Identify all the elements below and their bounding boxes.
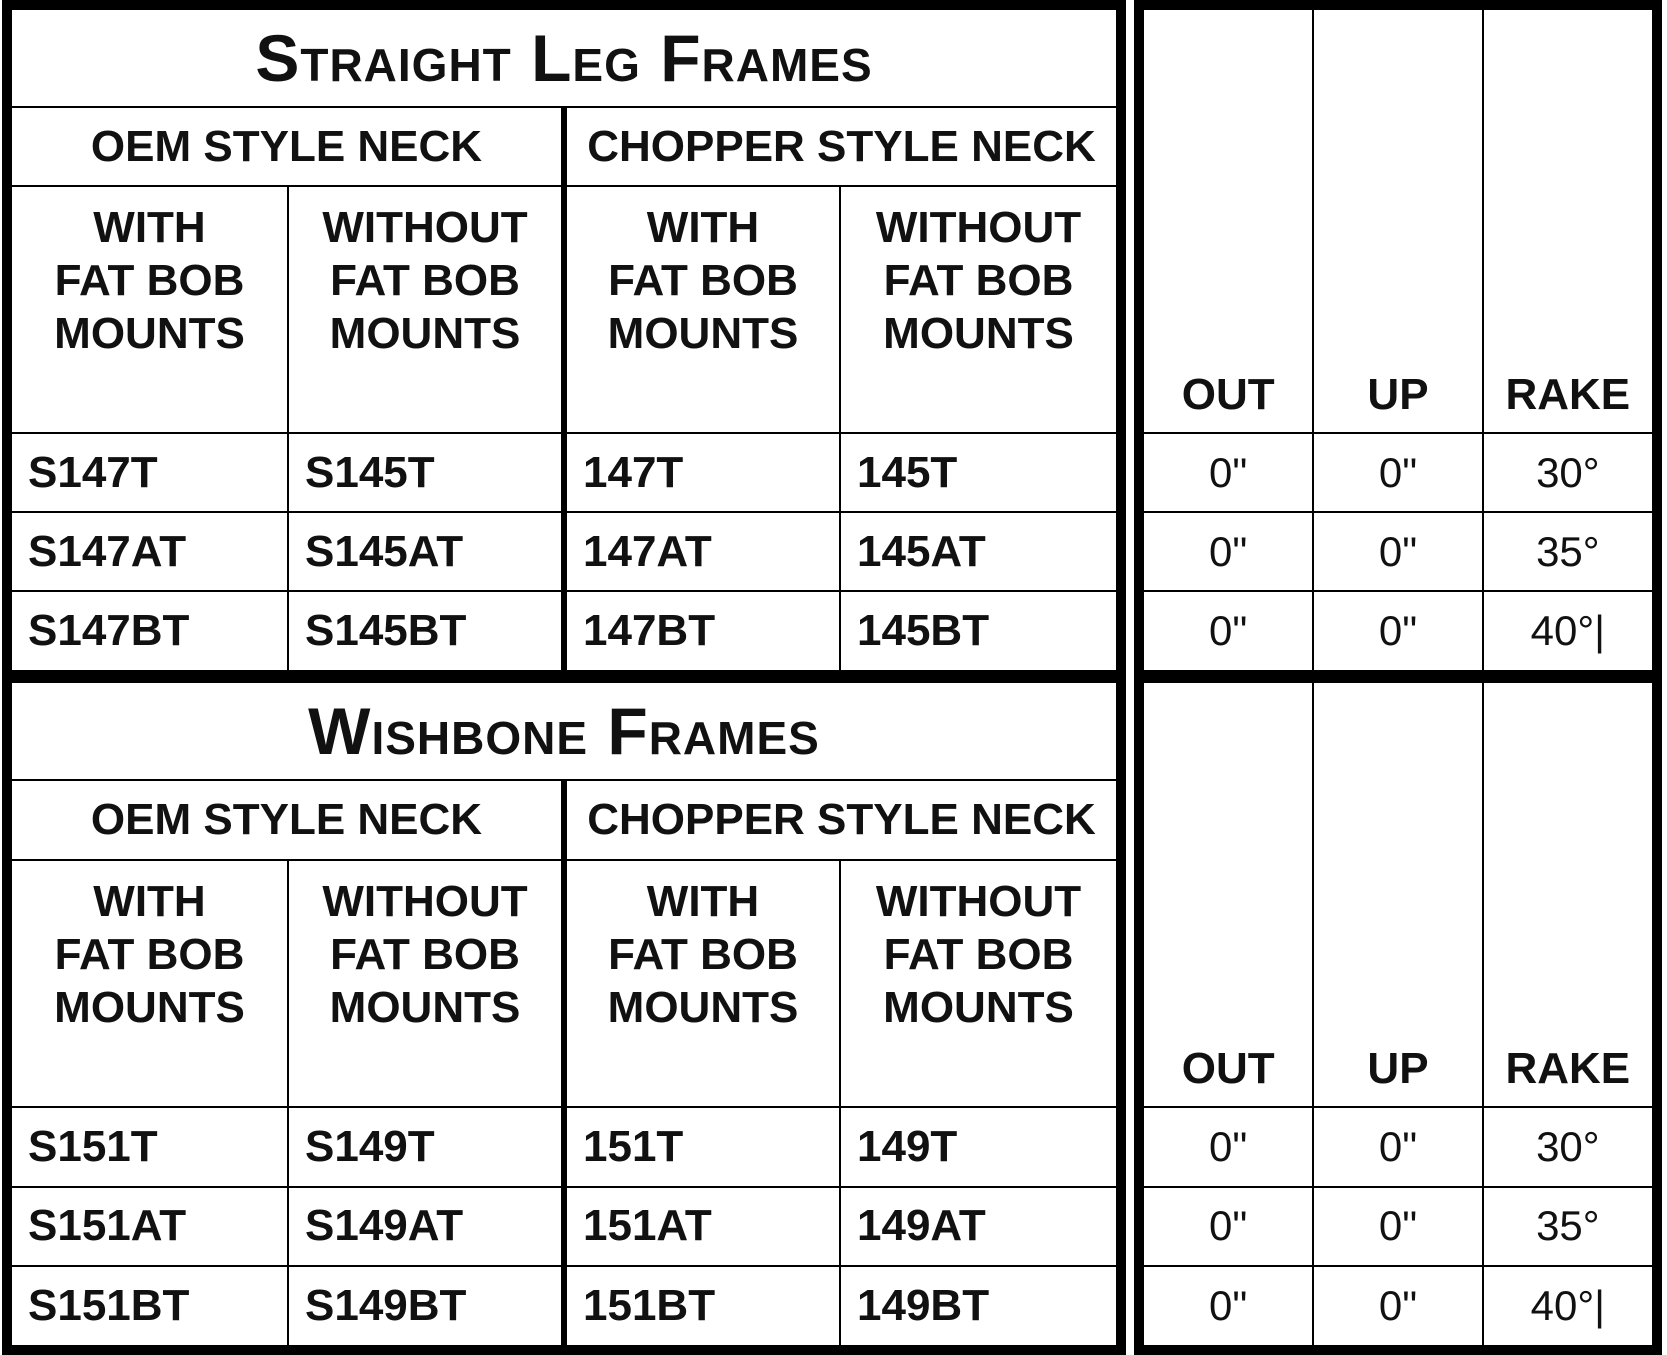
table-row — [1144, 1266, 1652, 1345]
wishbone-section — [0, 673, 1667, 1355]
part-number: 145AT — [840, 512, 1116, 591]
section-title: Wishbone Frames — [12, 683, 1116, 780]
part-number: 147AT — [564, 512, 840, 591]
rake-value: 30° — [1483, 433, 1652, 512]
out-value: 0" — [1144, 591, 1313, 670]
part-number: S147BT — [12, 591, 288, 670]
chopper-neck-header: CHOPPER STYLE NECK — [564, 107, 1116, 186]
table-row — [12, 1107, 1116, 1186]
out-value: 0" — [1144, 1107, 1313, 1186]
without-fat-bob-header: WITHOUT FAT BOB MOUNTS — [840, 186, 1116, 433]
rake-header: RAKE — [1483, 683, 1652, 1107]
up-value: 0" — [1313, 591, 1482, 670]
part-number: 151T — [564, 1107, 840, 1186]
out-header: OUT — [1144, 683, 1313, 1107]
chopper-neck-header: CHOPPER STYLE NECK — [564, 780, 1116, 859]
out-header: OUT — [1144, 10, 1313, 433]
straight-leg-geometry-table — [1134, 0, 1662, 680]
rake-value: 35° — [1483, 1187, 1652, 1266]
part-number: 145T — [840, 433, 1116, 512]
part-number: S149AT — [288, 1187, 564, 1266]
up-value: 0" — [1313, 1266, 1482, 1345]
rake-value: 40°| — [1483, 591, 1652, 670]
part-number: S145AT — [288, 512, 564, 591]
part-number: S151BT — [12, 1266, 288, 1345]
out-value: 0" — [1144, 1187, 1313, 1266]
out-value: 0" — [1144, 512, 1313, 591]
table-row — [12, 591, 1116, 670]
section-title: Straight Leg Frames — [12, 10, 1116, 107]
with-fat-bob-header: WITH FAT BOB MOUNTS — [12, 860, 288, 1108]
up-header: UP — [1313, 683, 1482, 1107]
table-row — [1144, 433, 1652, 512]
table-row — [12, 1266, 1116, 1345]
up-value: 0" — [1313, 512, 1482, 591]
rake-value: 35° — [1483, 512, 1652, 591]
table-row — [1144, 1107, 1652, 1186]
part-number: S149T — [288, 1107, 564, 1186]
part-number: 149T — [840, 1107, 1116, 1186]
with-fat-bob-header: WITH FAT BOB MOUNTS — [564, 860, 840, 1108]
part-number: 147BT — [564, 591, 840, 670]
part-number: S151AT — [12, 1187, 288, 1266]
wishbone-frames-table — [2, 673, 1126, 1355]
rake-value: 40°| — [1483, 1266, 1652, 1345]
out-value: 0" — [1144, 1266, 1313, 1345]
part-number: S149BT — [288, 1266, 564, 1345]
oem-neck-header: OEM STYLE NECK — [12, 107, 564, 186]
without-fat-bob-header: WITHOUT FAT BOB MOUNTS — [288, 186, 564, 433]
without-fat-bob-header: WITHOUT FAT BOB MOUNTS — [840, 860, 1116, 1108]
part-number: S147T — [12, 433, 288, 512]
table-row — [12, 512, 1116, 591]
part-number: 147T — [564, 433, 840, 512]
wishbone-geometry-table — [1134, 673, 1662, 1355]
rake-value: 30° — [1483, 1107, 1652, 1186]
with-fat-bob-header: WITH FAT BOB MOUNTS — [12, 186, 288, 433]
table-row — [12, 1187, 1116, 1266]
part-number: 151AT — [564, 1187, 840, 1266]
up-value: 0" — [1313, 1187, 1482, 1266]
up-header: UP — [1313, 10, 1482, 433]
out-value: 0" — [1144, 433, 1313, 512]
table-row — [1144, 512, 1652, 591]
table-row — [12, 433, 1116, 512]
table-row — [1144, 591, 1652, 670]
part-number: 145BT — [840, 591, 1116, 670]
part-number: 149AT — [840, 1187, 1116, 1266]
part-number: S145T — [288, 433, 564, 512]
part-number: S145BT — [288, 591, 564, 670]
table-row — [1144, 1187, 1652, 1266]
part-number: S151T — [12, 1107, 288, 1186]
part-number: 151BT — [564, 1266, 840, 1345]
part-number: S147AT — [12, 512, 288, 591]
part-number: 149BT — [840, 1266, 1116, 1345]
up-value: 0" — [1313, 433, 1482, 512]
with-fat-bob-header: WITH FAT BOB MOUNTS — [564, 186, 840, 433]
rake-header: RAKE — [1483, 10, 1652, 433]
without-fat-bob-header: WITHOUT FAT BOB MOUNTS — [288, 860, 564, 1108]
oem-neck-header: OEM STYLE NECK — [12, 780, 564, 859]
up-value: 0" — [1313, 1107, 1482, 1186]
straight-leg-frames-table — [2, 0, 1126, 680]
